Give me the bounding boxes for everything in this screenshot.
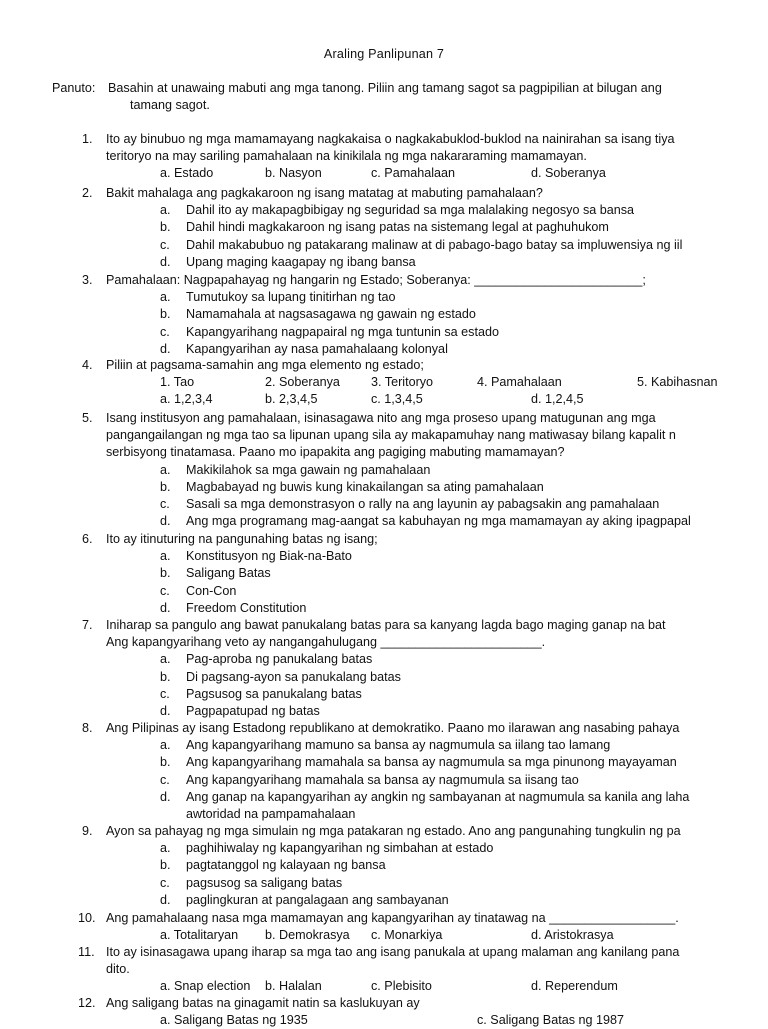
option-letter: a. <box>160 290 171 305</box>
option-letter: a. <box>160 841 171 856</box>
option-letter: a. <box>160 203 171 218</box>
answer-choice[interactable]: Ang kapangyarihang mamuno sa bansa ay nagmumula sa iilang tao lamang <box>186 738 611 753</box>
answer-choice[interactable]: c. Monarkiya <box>371 928 443 943</box>
answer-choice[interactable]: b. Halalan <box>265 979 322 994</box>
answer-choice[interactable]: Tumutukoy sa lupang tinitirhan ng tao <box>186 290 396 305</box>
question-text: Iniharap sa pangulo ang bawat panukalang batas para sa kanyang lagda bago maging ganap na bat <box>106 618 666 632</box>
answer-choice[interactable]: Con-Con <box>186 583 237 598</box>
option-letter: d. <box>160 789 171 804</box>
answer-choice[interactable]: Dahil makabubuo ng patakarang malinaw at di pabago-bago batay sa impluwensiya ng iil <box>186 237 683 252</box>
answer-choice[interactable]: d. 1,2,4,5 <box>531 392 584 407</box>
question-number: 12. <box>78 996 96 1010</box>
option-letter: a. <box>160 549 171 564</box>
instruction-label: Panuto: <box>52 81 96 95</box>
option-letter: c. <box>160 324 170 339</box>
element-item: 3. Teritoryo <box>371 375 434 390</box>
question-text: serbisyong tinatamasa. Paano mo ipapakita ang pagiging mabuting mamamayan? <box>106 445 565 460</box>
question-number: 7. <box>82 618 93 632</box>
answer-choice[interactable]: Pagpapatupad ng batas <box>186 704 320 718</box>
question-number: 8. <box>82 721 93 735</box>
element-item: 1. Tao <box>160 375 195 390</box>
option-letter: d. <box>160 514 171 529</box>
option-letter: a. <box>160 738 171 753</box>
question-number: 9. <box>82 824 93 838</box>
option-letter: b. <box>160 220 171 235</box>
option-letter: b. <box>160 307 171 322</box>
option-letter: d. <box>160 341 171 356</box>
answer-choice[interactable]: Upang maging kaagapay ng ibang bansa <box>186 254 416 269</box>
answer-choice[interactable]: d. Reperendum <box>531 979 618 994</box>
answer-choice[interactable]: b. 2,3,4,5 <box>265 392 318 407</box>
option-letter: d. <box>160 254 171 269</box>
element-item: 4. Pamahalaan <box>477 375 562 390</box>
answer-choice[interactable]: Ang mga programang mag-aangat sa kabuhayan ng mga mamamayan ay aking ipagpapal <box>186 514 691 529</box>
option-letter: b. <box>160 669 171 684</box>
question-number: 3. <box>82 273 93 287</box>
question-text: Ang kapangyarihang veto ay nangangahulugang _______________________. <box>106 635 546 650</box>
answer-choice[interactable]: Kapangyarihang nagpapairal ng mga tuntunin sa estado <box>186 324 499 339</box>
element-item: 2. Soberanya <box>265 375 340 390</box>
answer-choice[interactable]: c. Plebisito <box>371 979 432 994</box>
option-letter: a. <box>160 462 171 477</box>
answer-choice[interactable]: paglingkuran at pangalagaan ang sambayanan <box>186 892 449 907</box>
answer-choice[interactable]: Pagsusog sa panukalang batas <box>186 686 362 701</box>
question-text: Ito ay itinuturing na pangunahing batas ng isang; <box>106 532 378 546</box>
option-letter: b. <box>160 755 171 770</box>
answer-choice[interactable]: Kapangyarihan ay nasa pamahalaang kolonyal <box>186 341 448 356</box>
element-item: 5. Kabihasnan <box>637 375 718 390</box>
instruction-line-1: Basahin at unawaing mabuti ang mga tanong. Piliin ang tamang sagot sa pagpipilian at bilugan ang <box>108 81 662 95</box>
option-letter: c. <box>160 875 170 890</box>
answer-choice[interactable]: Ang ganap na kapangyarihan ay angkin ng sambayanan at nagmumula sa kanila ang laha <box>186 789 690 804</box>
answer-choice[interactable]: awtoridad na pampamahalaan <box>186 807 356 821</box>
answer-choice[interactable]: Pag-aproba ng panukalang batas <box>186 652 373 667</box>
answer-choice[interactable]: Namamahala at nagsasagawa ng gawain ng estado <box>186 307 476 322</box>
question-text: Isang institusyon ang pamahalaan, isinasagawa nito ang mga proseso upang matugunan ang mga <box>106 411 656 425</box>
option-letter: d. <box>160 704 171 718</box>
option-letter: d. <box>160 600 171 615</box>
answer-choice[interactable]: c. Pamahalaan <box>371 166 456 181</box>
question-number: 11. <box>78 945 95 959</box>
answer-choice[interactable]: d. Soberanya <box>531 166 606 181</box>
answer-choice[interactable]: b. Nasyon <box>265 166 322 181</box>
answer-choice[interactable]: Di pagsang-ayon sa panukalang batas <box>186 669 401 684</box>
answer-choice[interactable]: a. Snap election <box>160 979 251 994</box>
option-letter: a. <box>160 652 171 667</box>
answer-choice[interactable]: Freedom Constitution <box>186 600 307 615</box>
option-letter: b. <box>160 858 171 873</box>
question-text: Ayon sa pahayag ng mga simulain ng mga patakaran ng estado. Ano ang pangunahing tungkulin ng pa <box>106 824 681 838</box>
answer-choice[interactable]: Ang kapangyarihang mamahala sa bansa ay nagmumula sa iisang tao <box>186 772 579 787</box>
option-letter: c. <box>160 583 170 598</box>
answer-choice[interactable]: pagtatanggol ng kalayaan ng bansa <box>186 858 386 873</box>
answer-choice[interactable]: d. Aristokrasya <box>531 928 614 943</box>
question-text: Ang pamahalaang nasa mga mamamayan ang kapangyarihan ay tinatawag na __________________. <box>106 911 679 925</box>
question-number: 10. <box>78 911 96 925</box>
answer-choice[interactable]: c. Saligang Batas ng 1987 <box>477 1013 625 1028</box>
answer-choice[interactable]: a. Saligang Batas ng 1935 <box>160 1013 308 1028</box>
question-text: pangangailangan ng mga tao sa lipunan upang sila ay makapamuhay nang matiwasay bilang kapalit n <box>106 428 676 443</box>
answer-choice[interactable]: a. Totalitaryan <box>160 928 239 943</box>
answer-choice[interactable]: b. Demokrasya <box>265 928 350 943</box>
answer-choice[interactable]: Konstitusyon ng Biak-na-Bato <box>186 549 352 564</box>
question-number: 4. <box>82 358 93 372</box>
answer-choice[interactable]: Makikilahok sa mga gawain ng pamahalaan <box>186 462 431 477</box>
answer-choice[interactable]: Saligang Batas <box>186 566 271 581</box>
answer-choice[interactable]: Magbabayad ng buwis kung kinakailangan sa ating pamahalaan <box>186 479 544 494</box>
question-number: 2. <box>82 186 93 200</box>
question-text: Bakit mahalaga ang pagkakaroon ng isang matatag at mabuting pamahalaan? <box>106 186 543 200</box>
answer-choice[interactable]: pagsusog sa saligang batas <box>186 875 343 890</box>
question-text: Ito ay isinasagawa upang iharap sa mga tao ang isang panukala at upang malaman ang kanilang pana <box>106 945 680 959</box>
option-letter: b. <box>160 479 171 494</box>
question-number: 1. <box>82 132 93 146</box>
option-letter: c. <box>160 772 170 787</box>
option-letter: c. <box>160 237 170 252</box>
question-text: Piliin at pagsama-samahin ang mga elemento ng estado; <box>106 358 424 372</box>
option-letter: c. <box>160 497 170 511</box>
question-number: 6. <box>82 532 93 546</box>
answer-choice[interactable]: a. Estado <box>160 166 214 181</box>
question-text: Ang Pilipinas ay isang Estadong republikano at demokratiko. Paano mo ilarawan ang nasabing pahaya <box>106 721 680 735</box>
answer-choice[interactable]: Dahil ito ay makapagbibigay ng seguridad sa mga malalaking negosyo sa bansa <box>186 203 635 218</box>
answer-choice[interactable]: Ang kapangyarihang mamahala sa bansa ay nagmumula sa mga pinunong mayayaman <box>186 755 677 770</box>
instruction-line-2: tamang sagot. <box>130 98 210 112</box>
answer-choice[interactable]: Dahil hindi magkakaroon ng isang patas na sistemang legal at paghuhukom <box>186 220 609 235</box>
question-text: Pamahalaan: Nagpapahayag ng hangarin ng Estado; Soberanya: ________________________; <box>106 273 646 287</box>
answer-choice[interactable]: c. 1,3,4,5 <box>371 392 423 407</box>
answer-choice[interactable]: paghihiwalay ng kapangyarihan ng simbahan at estado <box>186 841 494 856</box>
option-letter: d. <box>160 892 171 907</box>
answer-choice[interactable]: a. 1,2,3,4 <box>160 392 213 407</box>
question-text: Ito ay binubuo ng mga mamamayang nagkakaisa o nagkakabuklod-buklod na nainirahan sa isang tiya <box>106 132 675 146</box>
question-number: 5. <box>82 411 93 425</box>
question-text: Ang saligang batas na ginagamit natin sa kaslukuyan ay <box>106 996 420 1010</box>
option-letter: c. <box>160 686 170 701</box>
question-text: dito. <box>106 962 130 977</box>
answer-choice[interactable]: Sasali sa mga demonstrasyon o rally na ang layunin ay pabagsakin ang pamahalaan <box>186 497 660 511</box>
page-title: Araling Panlipunan 7 <box>323 47 445 61</box>
option-letter: b. <box>160 566 171 581</box>
question-text: teritoryo na may sariling pamahalaan na kinikilala ng mga nakararaming mamamayan. <box>106 149 587 164</box>
